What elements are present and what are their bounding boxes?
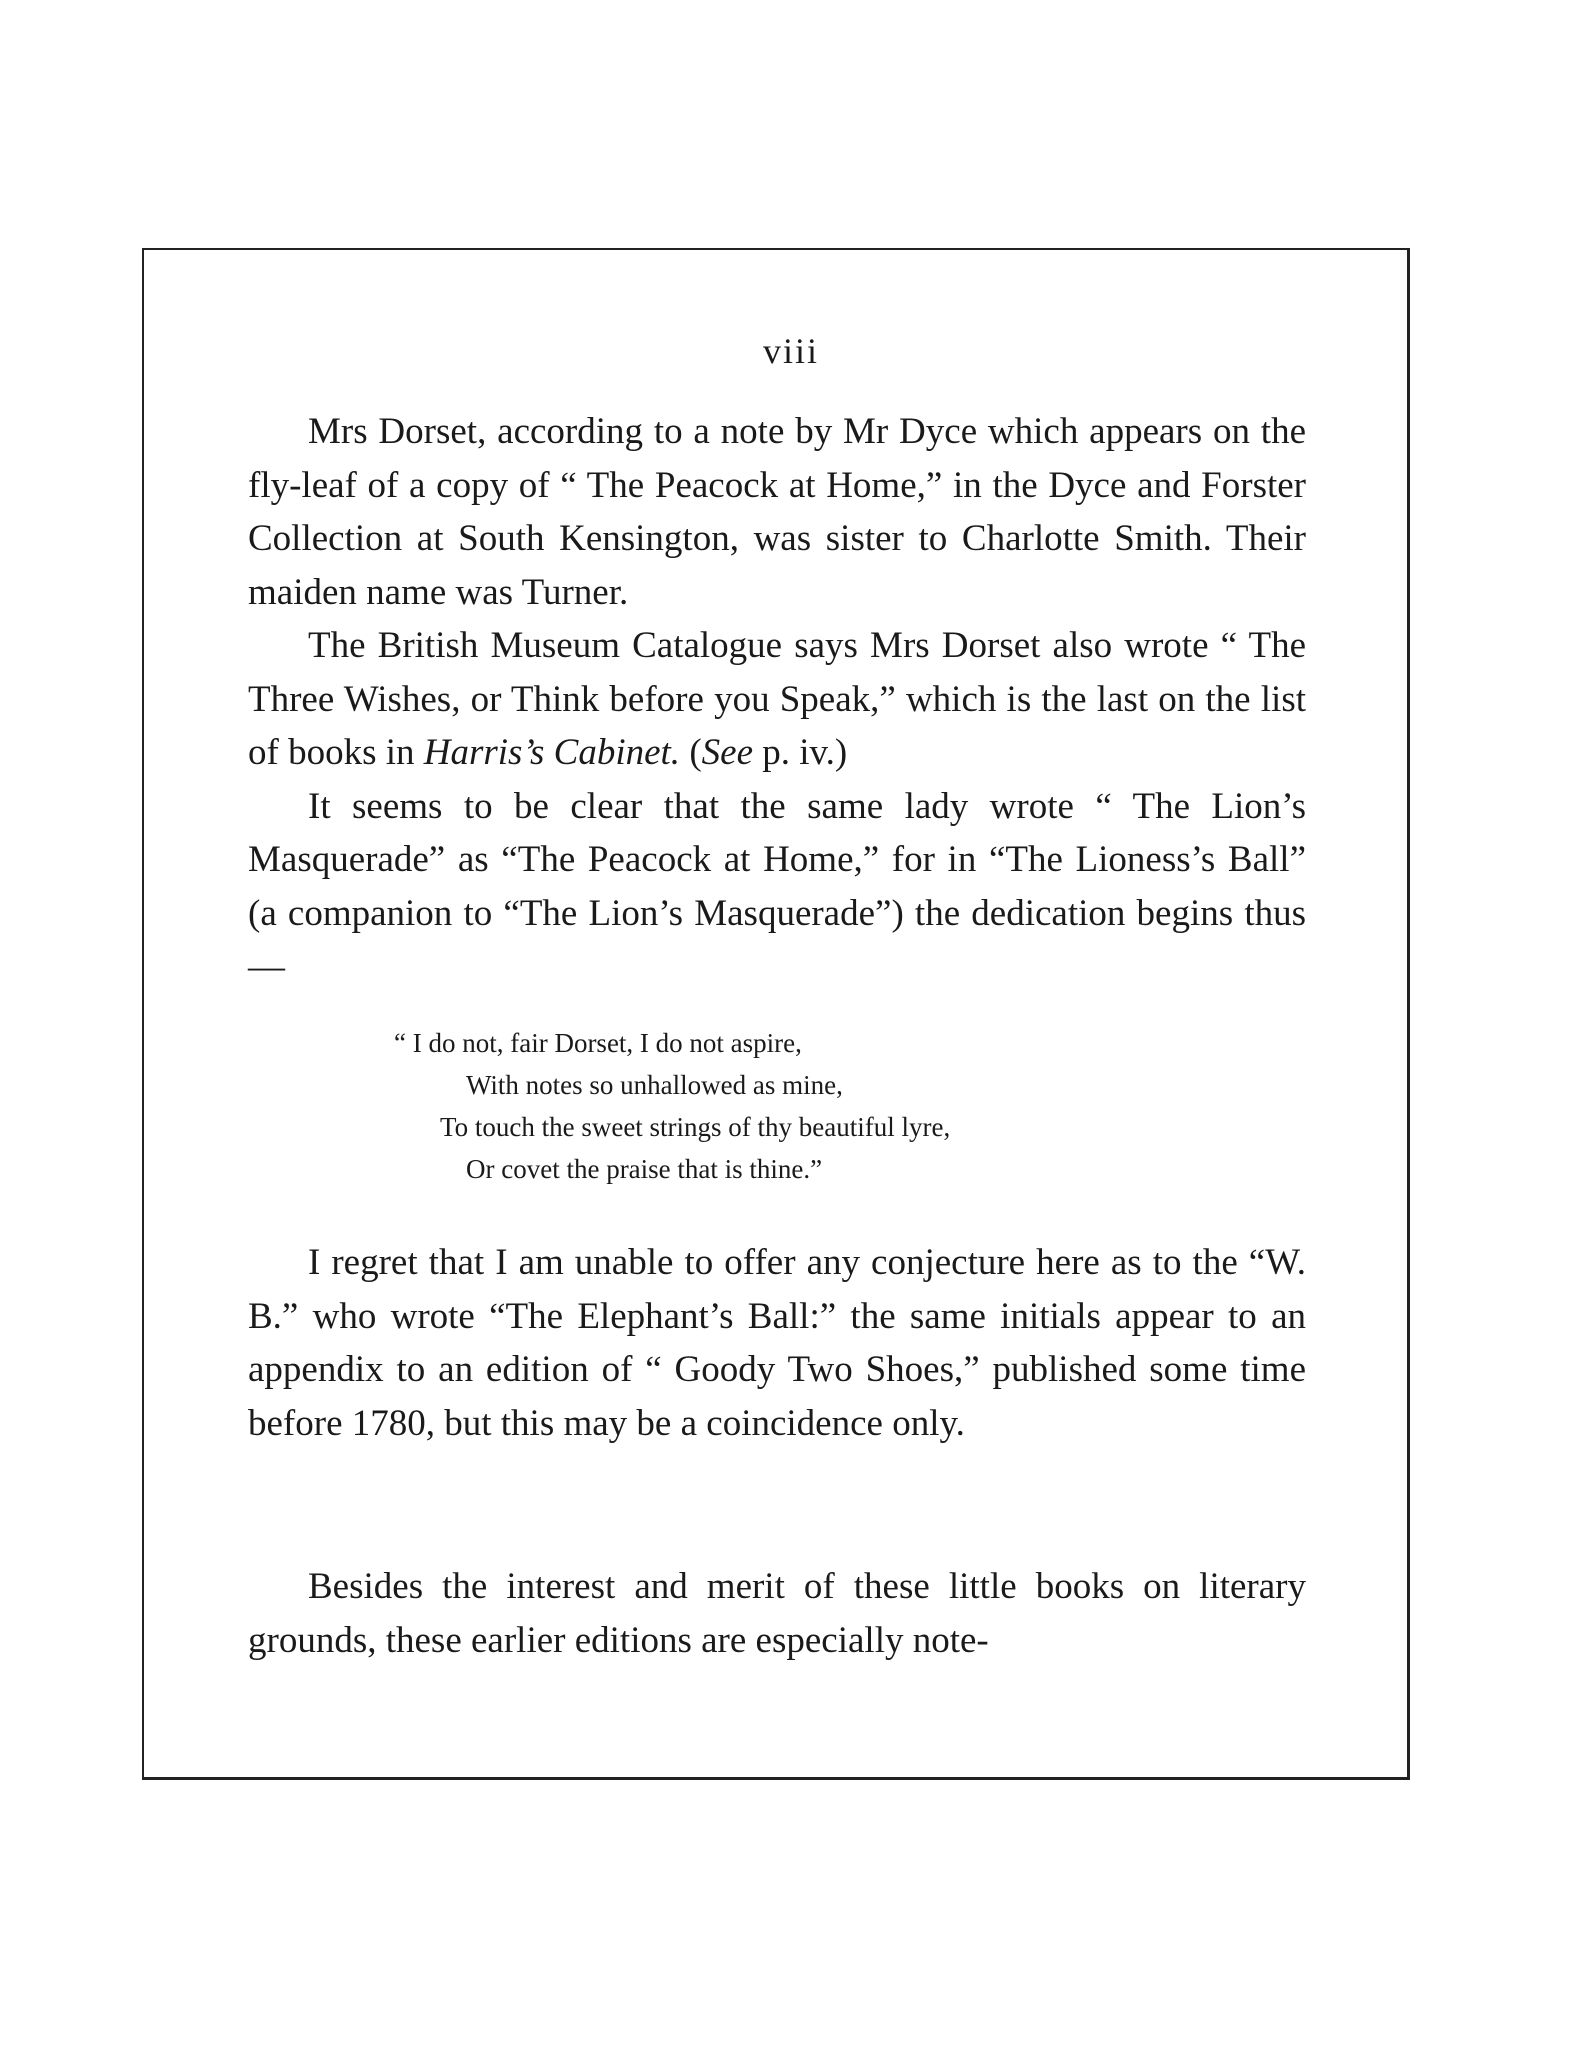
paragraph-dorset-note: Mrs Dorset, according to a note by Mr Dyce which appears on the fly-leaf of a copy of “ The Peacock at Home,” in the Dyce and Forster Collection at South Kensington, was sister to Charlotte Smith. Their maiden name was Turner. — [248, 411, 1306, 613]
paragraph-lions-masquerade: It seems to be clear that the same lady wrote “ The Lion’s Masquerade” as “The Peacock at Home,” for in “The Lioness’s Ball” (a companion to “The Lion’s Masquerade”) the dedication begins thus— — [248, 785, 1306, 987]
body-text-middle — [248, 1236, 1306, 1450]
page-number: viii — [762, 331, 819, 371]
verse-line-1: “ I do not, fair Dorset, I do not aspire, — [394, 1028, 802, 1058]
paragraph-wb-conjecture: I regret that I am unable to offer any conjecture here as to the “W. B.” who wrote “The Elephant’s Ball:” the same initials appear to an appendix to an edition of “ Goody Two Shoes,” published some time before 1780, but this may be a coincidence only. — [248, 1242, 1306, 1444]
paragraph-besides-interest: Besides the interest and merit of these little books on literary grounds, these earlier editions are especially note- — [248, 1566, 1306, 1661]
paragraph-british-museum-text: The British Museum Catalogue says Mrs Dorset also wrote “ The Three Wishes, or Think before you Speak,” which is the last on the list of books in — [248, 625, 1306, 773]
body-text-lower — [248, 1560, 1306, 1667]
verse-line-2: With notes so unhallowed as mine, — [466, 1070, 843, 1100]
verse-line-4: Or covet the praise that is thine.” — [466, 1154, 823, 1184]
italic-harris-cabinet: Harris’s Cabinet. — [423, 732, 681, 773]
dedication-verse — [394, 1022, 951, 1190]
page-reference: p. iv.) — [753, 732, 848, 773]
italic-see: See — [701, 732, 753, 773]
body-text-upper — [248, 405, 1306, 994]
paren-open: ( — [680, 732, 702, 773]
paragraph-british-museum — [248, 619, 1306, 780]
verse-line-3: To touch the sweet strings of thy beautiful lyre, — [440, 1112, 951, 1142]
